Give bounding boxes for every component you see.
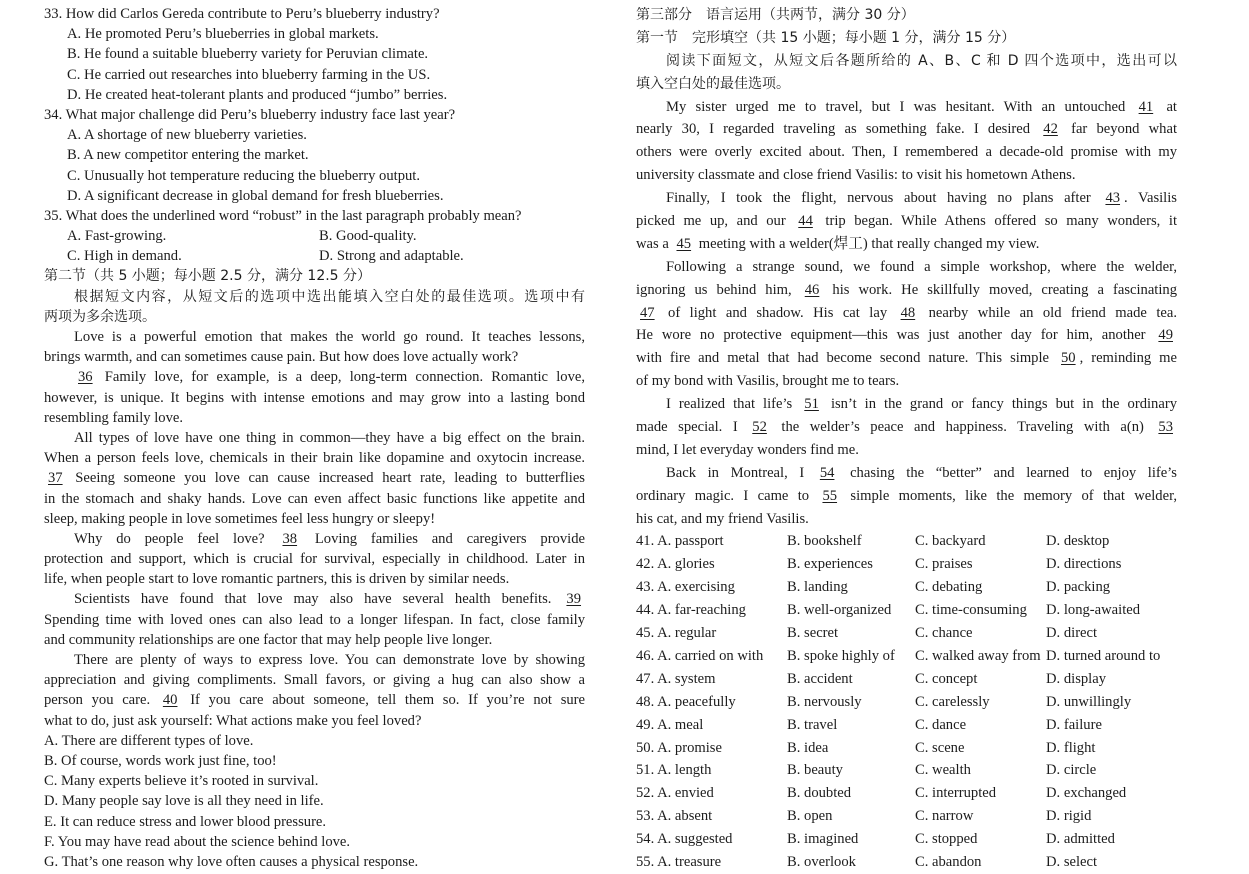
choice-a: 44. A. far-reaching xyxy=(636,602,746,619)
cloze-text: picked me up, and our xyxy=(636,213,786,230)
cloze-text: with fire and metal that had become second nature. This simple xyxy=(636,350,1050,367)
choice-d: D. circle xyxy=(1046,762,1097,779)
passage-line: All types of love have one thing in common—they have a big effect on the brain. xyxy=(74,429,585,446)
choice-row-48 xyxy=(636,691,1177,714)
passage-line: what to do, just ask yourself: What actions make you feel loved? xyxy=(44,712,422,729)
choice-a: 47. A. system xyxy=(636,670,716,687)
gap-option-g: G. That’s one reason why love often causes a physical response. xyxy=(44,853,419,870)
blank-47: 47 xyxy=(640,304,655,321)
cloze-choices xyxy=(636,530,1177,873)
cloze-line: mind, I let everyday wonders find me. xyxy=(636,441,859,458)
cloze-text: He wore no protective equipment—this was just another day for him, another xyxy=(636,327,1146,344)
choice-c: C. praises xyxy=(915,556,973,573)
gap-option-c: C. Many experts believe it’s rooted in survival. xyxy=(44,773,319,790)
blank-52: 52 xyxy=(752,419,767,436)
passage-text: If you care about someone, tell them so. If you’re not sure xyxy=(190,692,585,709)
cloze-text: isn’t in the grand or fancy things but in the ordinary xyxy=(830,396,1177,413)
choice-b: B. bookshelf xyxy=(787,533,862,550)
choice-c: C. wealth xyxy=(915,762,971,779)
choice-c: C. backyard xyxy=(915,533,986,550)
choice-a: 55. A. treasure xyxy=(636,853,722,870)
choice-b: B. well-organized xyxy=(787,602,892,619)
q35-stem: 35. What does the underlined word “robust” in the last paragraph probably mean? xyxy=(44,207,522,224)
choice-b: B. overlook xyxy=(787,853,856,870)
choice-row-55 xyxy=(636,851,1177,874)
cloze-text: the welder’s peace and happiness. Traveling with a(n) xyxy=(781,419,1144,436)
blank-39: 39 xyxy=(566,591,582,608)
blank-43: 43 xyxy=(1105,190,1121,207)
choice-d: D. desktop xyxy=(1046,533,1110,550)
choice-row-44 xyxy=(636,599,1177,622)
cloze-line xyxy=(636,347,1177,370)
cloze-text: , reminding me xyxy=(1079,350,1177,367)
q35-option-d: D. Strong and adaptable. xyxy=(319,248,464,265)
cloze-text: Back in Montreal, I xyxy=(666,464,805,481)
blank-45: 45 xyxy=(676,235,692,252)
choice-d: D. packing xyxy=(1046,579,1111,596)
blank-50: 50 xyxy=(1061,350,1076,367)
choice-d: D. direct xyxy=(1046,625,1098,642)
choice-row-54 xyxy=(636,828,1177,851)
cloze-line: of my bond with Vasilis, brought me to tears. xyxy=(636,373,900,390)
passage-line: protection and support, which is crucial for survival, especially in childhood. Later in xyxy=(44,551,585,568)
q33-option-b: B. He found a suitable blueberry variety for Peruvian climate. xyxy=(67,46,429,63)
choice-d: D. rigid xyxy=(1046,808,1092,825)
gap-option-e: E. It can reduce stress and lower blood pressure. xyxy=(44,813,327,830)
cloze-text: ordinary magic. I came to xyxy=(636,487,810,504)
choice-d: D. display xyxy=(1046,670,1106,687)
choice-c: C. carelessly xyxy=(915,693,990,710)
gap-option-a: A. There are different types of love. xyxy=(44,732,254,749)
choice-row-41 xyxy=(636,530,1177,553)
q33-option-d: D. He created heat-tolerant plants and produced “jumbo” berries. xyxy=(67,86,448,103)
cloze-line: Following a strange sound, we found a simple workshop, where the welder, xyxy=(666,258,1177,275)
section2-instruction-1: 根据短文内容，从短文后的选项中选出能填入空白处的最佳选项。选项中有 xyxy=(74,288,585,305)
q35-options-row2 xyxy=(44,246,585,266)
q35-option-b: B. Good-quality. xyxy=(319,228,417,245)
passage-line: There are plenty of ways to express love. You can demonstrate love by showing xyxy=(74,652,585,668)
passage-line xyxy=(44,690,585,710)
cloze-line xyxy=(636,393,1177,416)
passage-line: in the stomach and shaky hands. Love can even affect basic functions like appetite and xyxy=(44,490,585,507)
choice-c: C. chance xyxy=(915,625,973,642)
blank-55: 55 xyxy=(822,487,838,504)
choice-c: C. abandon xyxy=(915,853,982,870)
choice-a: 41. A. passport xyxy=(636,533,724,550)
cloze-text: made special. I xyxy=(636,419,738,436)
q33-option-c: C. He carried out researches into blueberry farming in the US. xyxy=(67,66,431,83)
choice-d: D. failure xyxy=(1046,716,1102,733)
cloze-text: far beyond what xyxy=(1071,121,1177,138)
q34-option-d: D. A significant decrease in global demand for fresh blueberries. xyxy=(67,187,444,204)
choice-a: 54. A. suggested xyxy=(636,831,733,848)
choice-c: C. concept xyxy=(915,670,978,687)
choice-d: D. select xyxy=(1046,853,1098,870)
choice-b: B. accident xyxy=(787,670,853,687)
cloze-line xyxy=(636,302,1177,325)
cloze-section-title: 第一节 完形填空（共 15 小题；每小题 1 分，满分 15 分） xyxy=(636,29,1016,46)
section2-title: 第二节（共 5 小题；每小题 2.5 分，满分 12.5 分） xyxy=(44,268,372,285)
choice-c: C. stopped xyxy=(915,831,978,848)
passage-line: resembling family love. xyxy=(44,409,184,426)
cloze-text: . Vasilis xyxy=(1124,190,1177,207)
q35-option-a: A. Fast-growing. xyxy=(67,228,167,245)
cloze-line xyxy=(636,96,1177,119)
choice-c: C. dance xyxy=(915,716,967,733)
passage-line: When a person feels love, chemicals in their brain like dopamine and oxytocin increase. xyxy=(44,450,585,467)
choice-a: 45. A. regular xyxy=(636,625,717,642)
cloze-text: of light and shadow. His cat lay xyxy=(668,304,888,321)
blank-38: 38 xyxy=(282,530,298,547)
choice-b: B. imagined xyxy=(787,831,859,848)
q34-option-c: C. Unusually hot temperature reducing the blueberry output. xyxy=(67,167,420,184)
passage-line xyxy=(44,367,585,387)
cloze-line xyxy=(636,118,1177,141)
q33-option-a: A. He promoted Peru’s blueberries in global markets. xyxy=(67,26,379,43)
cloze-text: chasing the “better” and learned to enjoy life’s xyxy=(850,464,1177,481)
choice-c: C. interrupted xyxy=(915,785,997,802)
choice-b: B. experiences xyxy=(787,556,873,573)
q34-option-b: B. A new competitor entering the market. xyxy=(67,147,309,164)
cloze-text: ignoring us behind him, xyxy=(636,281,792,298)
passage-line: appreciation and giving compliments. Small favors, or giving a hug can also show a xyxy=(44,672,585,689)
cloze-text: at xyxy=(1166,98,1177,115)
section2-instruction-2: 两项为多余选项。 xyxy=(44,308,156,325)
choice-d: D. unwillingly xyxy=(1046,693,1132,710)
q35-options-row1 xyxy=(44,226,585,246)
cloze-text: I realized that life’s xyxy=(666,396,793,413)
choice-b: B. idea xyxy=(787,739,829,756)
choice-d: D. turned around to xyxy=(1046,647,1161,664)
choice-b: B. landing xyxy=(787,579,848,596)
choice-row-45 xyxy=(636,622,1177,645)
cloze-text: his work. He skillfully moved, creating a fascinating xyxy=(832,281,1177,298)
choice-a: 49. A. meal xyxy=(636,716,704,733)
choice-row-50 xyxy=(636,737,1177,760)
passage-line: brings warmth, and can sometimes cause pain. But how does love actually work? xyxy=(44,349,519,366)
cloze-line: others were overly excited about. Then, I remembered a decade-old promise with my xyxy=(636,144,1177,161)
choice-row-51 xyxy=(636,759,1177,782)
cloze-line xyxy=(636,279,1177,302)
choice-c: C. time-consuming xyxy=(915,602,1027,619)
choice-c: C. scene xyxy=(915,739,965,756)
blank-48: 48 xyxy=(900,304,916,321)
cloze-text: nearly 30, I regarded traveling as something fake. I desired xyxy=(636,121,1031,138)
cloze-line xyxy=(636,187,1177,210)
blank-44: 44 xyxy=(798,213,813,230)
blank-37: 37 xyxy=(48,470,63,487)
passage-line xyxy=(44,529,585,549)
passage-line: life, when people start to love romantic partners, this is driven by similar needs. xyxy=(44,571,510,588)
cloze-line xyxy=(636,324,1177,347)
choice-a: 46. A. carried on with xyxy=(636,647,764,664)
passage-text: Why do people feel love? xyxy=(74,530,265,547)
cloze-text: nearby while an old friend made tea. xyxy=(928,304,1177,321)
passage-text: Seeing someone you love can cause increased heart rate, leading to butterflies xyxy=(75,470,585,487)
choice-row-49 xyxy=(636,714,1177,737)
choice-d: D. flight xyxy=(1046,739,1096,756)
passage-text: Scientists have found that love may also have several health benefits. xyxy=(74,591,552,608)
choice-a: 53. A. absent xyxy=(636,808,713,825)
passage-line: Love is a powerful emotion that makes the world go round. It teaches lessons, xyxy=(74,329,585,345)
q33-stem: 33. How did Carlos Gereda contribute to Peru’s blueberry industry? xyxy=(44,6,440,22)
passage-line: however, is unique. It begins with intense emotions and may grow into a lasting bond xyxy=(44,389,585,406)
passage-text: Family love, for example, is a deep, long-term connection. Romantic love, xyxy=(104,369,585,386)
cloze-line xyxy=(636,416,1177,439)
choice-d: D. long-awaited xyxy=(1046,602,1141,619)
cloze-text: simple moments, like the memory of that welder, xyxy=(850,487,1177,504)
choice-b: B. travel xyxy=(787,716,838,733)
cloze-text: was a xyxy=(636,235,669,252)
choice-a: 52. A. envied xyxy=(636,785,714,802)
passage-line xyxy=(44,589,585,609)
passage-text: person you care. xyxy=(44,692,151,709)
cloze-line xyxy=(636,233,1177,256)
q35-option-c: C. High in demand. xyxy=(67,248,182,265)
choice-c: C. walked away from xyxy=(915,647,1041,664)
blank-51: 51 xyxy=(804,396,819,413)
blank-42: 42 xyxy=(1043,121,1058,138)
passage-line: Spending time with loved ones can also lead to a longer lifespan. In fact, close family xyxy=(44,611,585,628)
passage-line: and community relationships are one factor that may help people live longer. xyxy=(44,631,493,648)
cloze-line xyxy=(636,462,1177,485)
blank-36: 36 xyxy=(78,369,93,386)
cloze-line: his cat, and my friend Vasilis. xyxy=(636,510,809,527)
choice-d: D. admitted xyxy=(1046,831,1115,848)
cloze-line xyxy=(636,485,1177,508)
cloze-text: My sister urged me to travel, but I was hesitant. With an untouched xyxy=(666,98,1126,115)
choice-row-46 xyxy=(636,645,1177,668)
gap-option-f: F. You may have read about the science behind love. xyxy=(44,833,351,850)
choice-row-47 xyxy=(636,668,1177,691)
choice-row-52 xyxy=(636,782,1177,805)
choice-a: 42. A. glories xyxy=(636,556,715,573)
choice-b: B. nervously xyxy=(787,693,862,710)
blank-49: 49 xyxy=(1158,327,1173,344)
cloze-text: trip began. While Athens offered so many wonders, it xyxy=(825,213,1177,230)
choice-row-42 xyxy=(636,553,1177,576)
choice-a: 43. A. exercising xyxy=(636,579,735,596)
part3-title: 第三部分 语言运用（共两节，满分 30 分） xyxy=(636,7,915,23)
blank-40: 40 xyxy=(162,692,178,709)
blank-41: 41 xyxy=(1138,98,1154,115)
choice-a: 50. A. promise xyxy=(636,739,722,756)
gap-option-b: B. Of course, words work just fine, too! xyxy=(44,752,277,769)
choice-a: 48. A. peacefully xyxy=(636,693,736,710)
choice-d: D. directions xyxy=(1046,556,1122,573)
choice-b: B. beauty xyxy=(787,762,843,779)
blank-54: 54 xyxy=(819,464,835,481)
left-column xyxy=(44,4,585,872)
q34-option-a: A. A shortage of new blueberry varieties. xyxy=(67,127,307,144)
choice-d: D. exchanged xyxy=(1046,785,1127,802)
cloze-instruction-2: 填入空白处的最佳选项。 xyxy=(636,75,790,92)
right-column xyxy=(636,4,1177,874)
choice-row-53 xyxy=(636,805,1177,828)
passage-line xyxy=(44,468,585,488)
choice-b: B. doubted xyxy=(787,785,852,802)
choice-row-43 xyxy=(636,576,1177,599)
cloze-line xyxy=(636,210,1177,233)
cloze-line: university classmate and close friend Vasilis: to visit his hometown Athens. xyxy=(636,167,1076,184)
choice-b: B. open xyxy=(787,808,833,825)
gap-option-d: D. Many people say love is all they need in life. xyxy=(44,793,324,810)
q34-stem: 34. What major challenge did Peru’s blueberry industry face last year? xyxy=(44,106,456,123)
choice-b: B. spoke highly of xyxy=(787,647,895,664)
cloze-text: Finally, I took the flight, nervous about having no plans after xyxy=(666,190,1091,207)
choice-b: B. secret xyxy=(787,625,839,642)
cloze-text: meeting with a welder(焊工) that really changed my view. xyxy=(698,235,1040,252)
choice-c: C. narrow xyxy=(915,808,974,825)
cloze-instruction-1: 阅读下面短文，从短文后各题所给的 A、B、C 和 D 四个选项中，选出可以 xyxy=(666,52,1177,69)
blank-46: 46 xyxy=(804,281,820,298)
choice-c: C. debating xyxy=(915,579,983,596)
blank-53: 53 xyxy=(1158,419,1173,436)
passage-line: sleep, making people in love sometimes feel less hungry or sleepy! xyxy=(44,510,436,527)
passage-text: Loving families and caregivers provide xyxy=(314,530,585,547)
choice-a: 51. A. length xyxy=(636,762,712,779)
